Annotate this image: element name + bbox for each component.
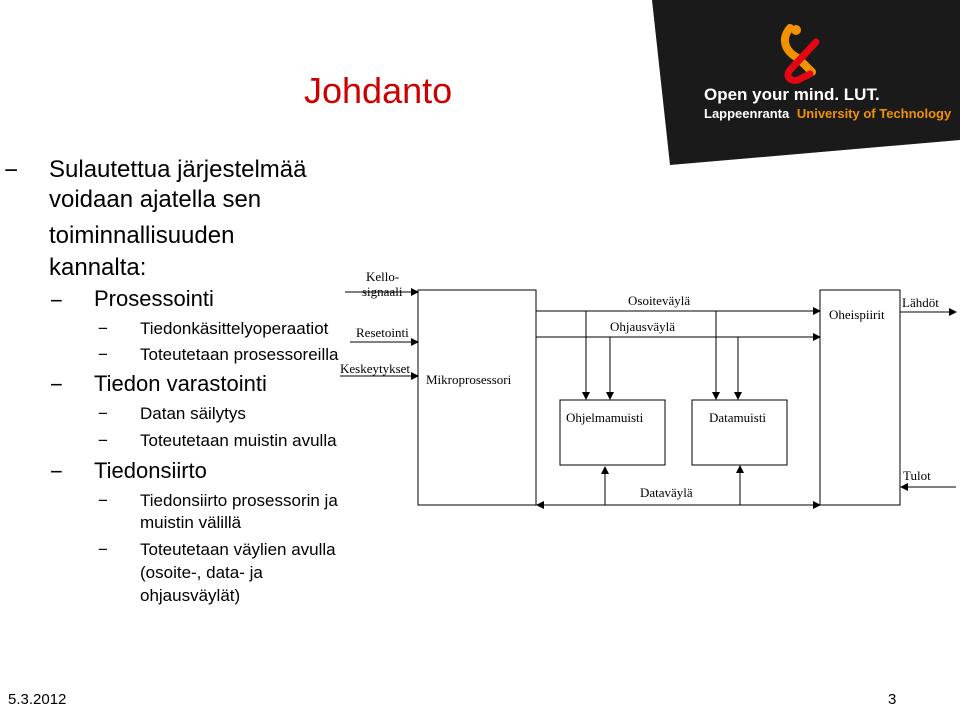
bullet-dash: −	[98, 491, 108, 510]
bullet-processing: Prosessointi	[94, 286, 214, 311]
interrupts-label: Keskeytykset	[340, 361, 411, 376]
bullet-storage-sub1: Datan säilytys	[140, 404, 246, 423]
bullet-dash: −	[98, 404, 108, 423]
clock-signal-label-line2: signaali	[362, 284, 403, 299]
bullet-dash: −	[4, 157, 19, 184]
intro-text-line2: voidaan ajatella sen	[49, 186, 262, 213]
bullet-transfer-sub2-line2: (osoite-, data- ja	[140, 563, 263, 582]
bullet-dash: −	[98, 540, 108, 559]
outputs-label: Lähdöt	[902, 295, 939, 310]
bullet-dash: −	[98, 431, 108, 450]
microprocessor-label: Mikroprosessori	[426, 372, 512, 387]
control-bus-label: Ohjausväylä	[610, 319, 675, 334]
bullet-dash: −	[98, 319, 108, 338]
address-bus-label: Osoiteväylä	[628, 293, 691, 308]
logo-slogan: Open your mind. LUT.	[704, 85, 880, 104]
intro-text-line3: toiminnallisuuden	[49, 222, 235, 249]
bullet-dash: −	[50, 459, 63, 484]
intro-text-line4: kannalta:	[49, 254, 147, 281]
bullet-transfer-sub2-line1: Toteutetaan väylien avulla	[140, 540, 336, 559]
logo-university-name: Lappeenranta	[704, 106, 790, 121]
bullet-transfer-sub1-line2: muistin välillä	[140, 513, 242, 532]
footer-date: 5.3.2012	[8, 691, 67, 708]
bullet-dash: −	[50, 372, 63, 397]
bullet-transfer-sub1-line1: Tiedonsiirto prosessorin ja	[140, 491, 338, 510]
bullet-transfer-sub2-line3: ohjausväylät)	[140, 586, 241, 605]
bullet-dash: −	[98, 345, 108, 364]
inputs-label: Tulot	[903, 468, 931, 483]
microprocessor-block	[418, 290, 536, 505]
slide-title: Johdanto	[304, 70, 453, 111]
bullet-dash: −	[50, 288, 63, 313]
data-bus-label: Dataväylä	[640, 485, 693, 500]
bullet-processing-sub2: Toteutetaan prosessoreilla	[140, 345, 339, 364]
logo-university-suffix: University of Technology	[796, 106, 952, 121]
bullet-processing-sub1: Tiedonkäsittelyoperaatiot	[140, 319, 329, 338]
bullet-storage: Tiedon varastointi	[94, 371, 267, 396]
clock-signal-label-line1: Kello-	[366, 269, 400, 284]
peripherals-label: Oheispiirit	[829, 307, 885, 322]
peripherals-block	[820, 290, 900, 505]
intro-text-line1: Sulautettua järjestelmää	[49, 156, 307, 183]
bullet-transfer: Tiedonsiirto	[94, 458, 207, 483]
program-memory-label: Ohjelmamuisti	[566, 410, 644, 425]
page-number: 3	[888, 691, 897, 708]
reset-label: Resetointi	[356, 325, 409, 340]
bullet-storage-sub2: Toteutetaan muistin avulla	[140, 431, 337, 450]
data-memory-label: Datamuisti	[709, 410, 767, 425]
